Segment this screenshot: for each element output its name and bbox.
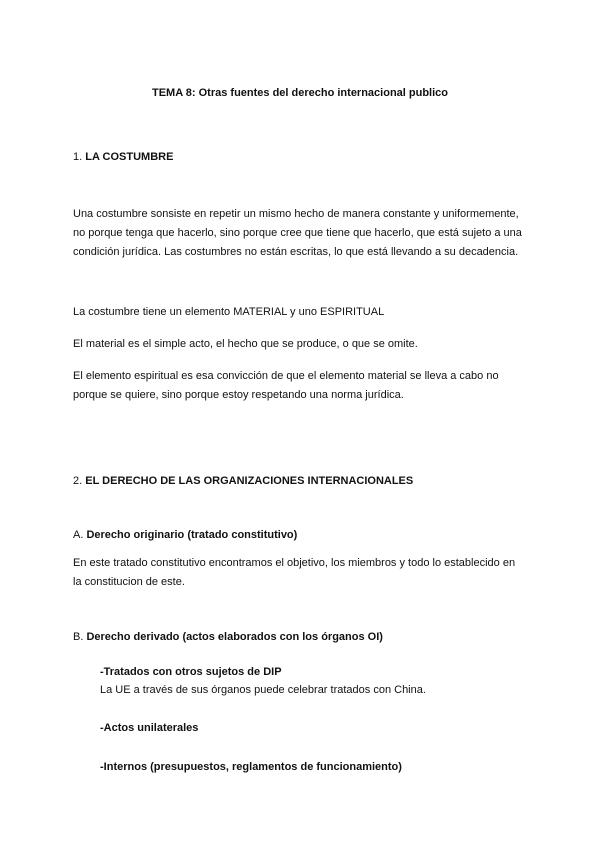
- list-item-heading: -Actos unilaterales: [100, 722, 199, 734]
- subsection-heading: [73, 628, 383, 647]
- paragraph-line: La costumbre tiene un elemento MATERIAL y uno ESPIRITUAL: [73, 306, 385, 318]
- subsection-title: Derecho originario (tratado constitutivo): [86, 529, 298, 541]
- paragraph-line: la constitucion de este.: [73, 576, 185, 588]
- list-item-text: La UE a través de sus órganos puede celebrar tratados con China.: [100, 684, 426, 696]
- section-heading: [73, 148, 173, 167]
- paragraph-line: no porque tenga que hacerlo, sino porque cree que tiene que hacerlo, que está sujeto a una: [73, 227, 522, 239]
- subsection-letter: A.: [73, 529, 84, 541]
- paragraph-line: condición jurídica. Las costumbres no están escritas, lo que está llevando a su decadencia.: [73, 246, 519, 258]
- section-heading: [73, 472, 413, 491]
- section-number: 2.: [73, 475, 83, 487]
- list-item-heading: -Tratados con otros sujetos de DIP: [100, 666, 282, 678]
- section-title: LA COSTUMBRE: [85, 151, 174, 163]
- paragraph-line: Una costumbre sonsiste en repetir un mismo hecho de manera constante y uniformemente,: [73, 208, 519, 220]
- subsection-title: Derecho derivado (actos elaborados con los órganos OI): [86, 631, 383, 643]
- paragraph-line: El material es el simple acto, el hecho que se produce, o que se omite.: [73, 338, 418, 350]
- subsection-heading: [73, 526, 297, 545]
- document-title: TEMA 8: Otras fuentes del derecho internacional publico: [151, 87, 449, 99]
- subsection-letter: B.: [73, 631, 84, 643]
- paragraph-line: El elemento espiritual es esa convicción de que el elemento material se lleva a cabo no: [73, 370, 499, 382]
- section-number: 1.: [73, 151, 83, 163]
- paragraph-line: En este tratado constitutivo encontramos el objetivo, los miembros y todo lo establecido en: [73, 557, 516, 569]
- list-item-heading: -Internos (presupuestos, reglamentos de funcionamiento): [100, 761, 402, 773]
- paragraph-line: porque se quiere, sino porque estoy respetando una norma jurídica.: [73, 389, 404, 401]
- section-title: EL DERECHO DE LAS ORGANIZACIONES INTERNACIONALES: [85, 475, 414, 487]
